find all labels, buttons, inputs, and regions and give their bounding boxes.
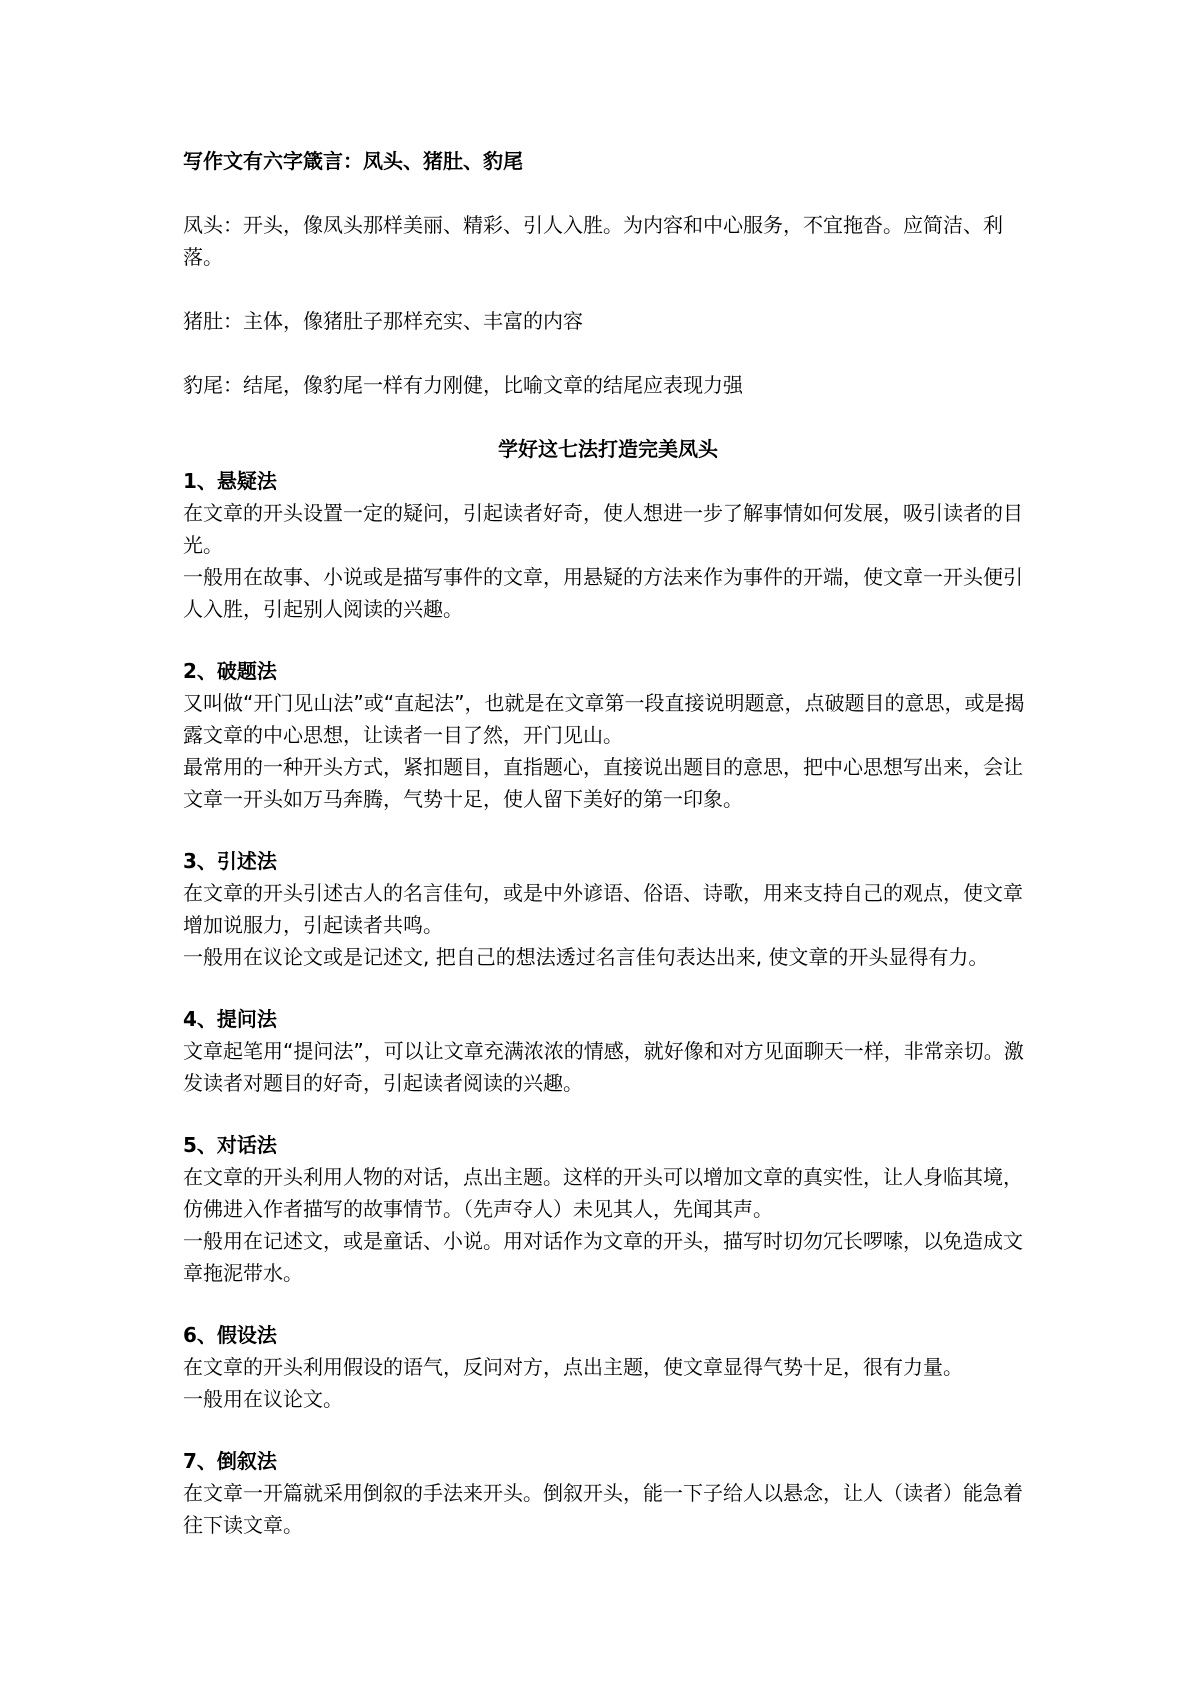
- method-6: [183, 1319, 1033, 1415]
- method-title: 3、引述法: [183, 849, 277, 873]
- method-paragraph: 在文章的开头引述古人的名言佳句，或是中外谚语、俗语、诗歌，用来支持自己的观点，使文章增加说服力，引起读者共鸣。: [183, 881, 1023, 937]
- method-1: [183, 465, 1033, 625]
- method-5: [183, 1129, 1033, 1289]
- document-page: [183, 145, 1033, 1541]
- method-paragraph: 在文章的开头利用假设的语气，反问对方，点出主题，使文章显得气势十足，很有力量。: [183, 1355, 963, 1379]
- method-title: 6、假设法: [183, 1323, 277, 1347]
- method-title: 7、倒叙法: [183, 1449, 277, 1473]
- intro-item-zhudu: 猪肚：主体，像猪肚子那样充实、丰富的内容: [183, 309, 583, 333]
- method-paragraph: 文章起笔用“提问法”，可以让文章充满浓浓的情感，就好像和对方见面聊天一样，非常亲切。激发读者对题目的好奇，引起读者阅读的兴趣。: [183, 1039, 1024, 1095]
- method-paragraph: 在文章的开头利用人物的对话，点出主题。这样的开头可以增加文章的真实性，让人身临其境，仿佛进入作者描写的故事情节。（先声夺人）未见其人，先闻其声。: [183, 1165, 1023, 1221]
- intro-item-fengtou: 凤头：开头，像凤头那样美丽、精彩、引人入胜。为内容和中心服务，不宜拖沓。应简洁、利落。: [183, 213, 1003, 269]
- method-paragraph: 一般用在议论文或是记述文, 把自己的想法透过名言佳句表达出来, 使文章的开头显得有力。: [183, 945, 989, 969]
- method-7: [183, 1445, 1033, 1541]
- intro-title: 写作文有六字箴言：凤头、猪肚、豹尾: [183, 149, 523, 173]
- method-paragraph: 最常用的一种开头方式，紧扣题目，直指题心，直接说出题目的意思，把中心思想写出来，会让文章一开头如万马奔腾，气势十足，使人留下美好的第一印象。: [183, 755, 1023, 811]
- method-paragraph: 一般用在议论文。: [183, 1387, 343, 1411]
- method-paragraph: 在文章的开头设置一定的疑问，引起读者好奇，使人想进一步了解事情如何发展，吸引读者的目光。: [183, 501, 1023, 557]
- section-title: 学好这七法打造完美凤头: [498, 437, 718, 461]
- method-paragraph: 在文章一开篇就采用倒叙的手法来开头。倒叙开头，能一下子给人以悬念，让人（读者）能急着往下读文章。: [183, 1481, 1023, 1537]
- method-2: [183, 655, 1033, 815]
- method-4: [183, 1003, 1033, 1099]
- method-3: [183, 845, 1033, 973]
- method-title: 4、提问法: [183, 1007, 277, 1031]
- method-title: 2、破题法: [183, 659, 277, 683]
- intro-item-baowei: 豹尾：结尾，像豹尾一样有力刚健，比喻文章的结尾应表现力强: [183, 373, 743, 397]
- method-title: 5、对话法: [183, 1133, 277, 1157]
- method-paragraph: 一般用在故事、小说或是描写事件的文章，用悬疑的方法来作为事件的开端，使文章一开头便引人入胜，引起别人阅读的兴趣。: [183, 565, 1023, 621]
- method-title: 1、悬疑法: [183, 469, 277, 493]
- method-paragraph: 一般用在记述文，或是童话、小说。用对话作为文章的开头，描写时切勿冗长啰嗦，以免造成文章拖泥带水。: [183, 1229, 1023, 1285]
- method-paragraph: 又叫做“开门见山法”或“直起法”，也就是在文章第一段直接说明题意，点破题目的意思，或是揭露文章的中心思想，让读者一目了然，开门见山。: [183, 691, 1025, 747]
